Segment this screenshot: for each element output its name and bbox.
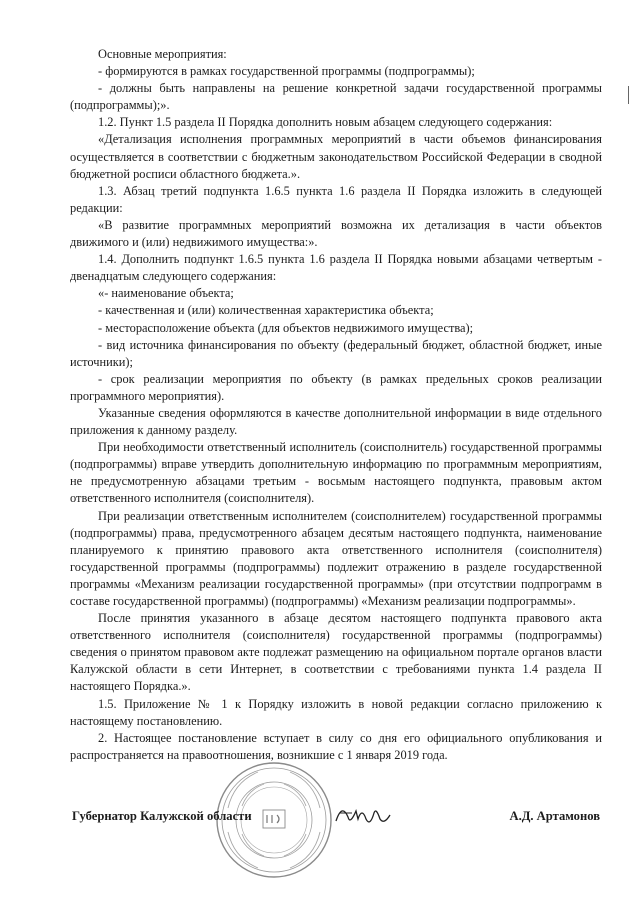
paragraph: 1.5. Приложение № 1 к Порядку изложить в новой редакции согласно приложению к настоящему постановлению. — [70, 696, 602, 728]
paragraph: 2. Настоящее постановление вступает в силу со дня его официального опубликования и распространяется на правоотношения, возникшие с 1 января 2019 года. — [70, 730, 602, 762]
paragraph: Основные мероприятия: — [98, 47, 227, 61]
paragraph: - должны быть направлены на решение конкретной задачи государственной программы (подпрограммы);». — [70, 81, 602, 113]
margin-mark — [628, 86, 629, 104]
paragraph: 1.2. Пункт 1.5 раздела II Порядка дополнить новым абзацем следующего содержания: — [98, 115, 553, 130]
signatory-position: Губернатор Калужской области — [72, 809, 252, 823]
paragraph: - вид источника финансирования по объекту (федеральный бюджет, областной бюджет, иные источники); — [70, 337, 602, 369]
signature-block — [70, 809, 602, 829]
paragraph: При реализации ответственным исполнителем (соисполнителем) государственной программы (подпрограммы) права, предусмотренного абзацем десятым настоящего подпункта, наименование планируемого к принятию правового акта ответственного исполнителя (соисполнителя) государственной программы (подпрограммы) подлежит отражению в разделе государственной программы «Механизм реализации государственной программы» (при отсутствии подпрограмм в составе государственной программы) (подпрограммы) «Механизм реализации подпрограммы». — [70, 508, 602, 608]
paragraph: - месторасположение объекта (для объектов недвижимого имущества); — [98, 320, 474, 335]
paragraph: Указанные сведения оформляются в качестве дополнительной информации в виде отдельного приложения к данному разделу. — [70, 405, 602, 438]
document-body — [70, 46, 602, 764]
paragraph: 1.4. Дополнить подпункт 1.6.5 пункта 1.6 раздела II Порядка новыми абзацами четвертым - двенадцатым следующего содержания: — [70, 252, 602, 284]
paragraph: - качественная и (или) количественная характеристика объекта; — [98, 303, 434, 318]
paragraph: 1.3. Абзац третий подпункта 1.6.5 пункта 1.6 раздела II Порядка изложить в следующей редакции: — [70, 183, 602, 215]
handwritten-signature — [332, 797, 396, 831]
paragraph: «- наименование объекта; — [98, 286, 234, 301]
paragraph: При необходимости ответственный исполнитель (соисполнитель) государственной программы (подпрограммы) вправе утвердить дополнительную информацию по программным мероприятиям, не предусмотренную абзацами третьим - восьмым настоящего подпункта, правовым актом ответственного исполнителя (соисполнителя). — [70, 440, 602, 506]
paragraph: «Детализация исполнения программных мероприятий в части объемов финансирования осуществляется в соответствии с бюджетным законодательством Российской Федерации в сводной бюджетной росписи областного бюджета.». — [70, 132, 602, 181]
paragraph: После принятия указанного в абзаце десятом настоящего подпункта правового акта ответственного исполнителя (соисполнителя) государственной программы (подпрограммы) сведения о принятом правовом акте подлежат размещению на официальном портале органов власти Калужской области в сети Интернет, в соответствии с требованиями пункта 1.4 раздела II настоящего Порядка.». — [70, 611, 602, 694]
signatory-name: А.Д. Артамонов — [509, 809, 600, 823]
paragraph: «В развитие программных мероприятий возможна их детализация в части объектов движимого и (или) недвижимого имущества:». — [70, 217, 602, 250]
paragraph: - срок реализации мероприятия по объекту (в рамках предельных сроков реализации программного мероприятия). — [70, 371, 602, 403]
paragraph: - формируются в рамках государственной программы (подпрограммы); — [98, 64, 475, 79]
